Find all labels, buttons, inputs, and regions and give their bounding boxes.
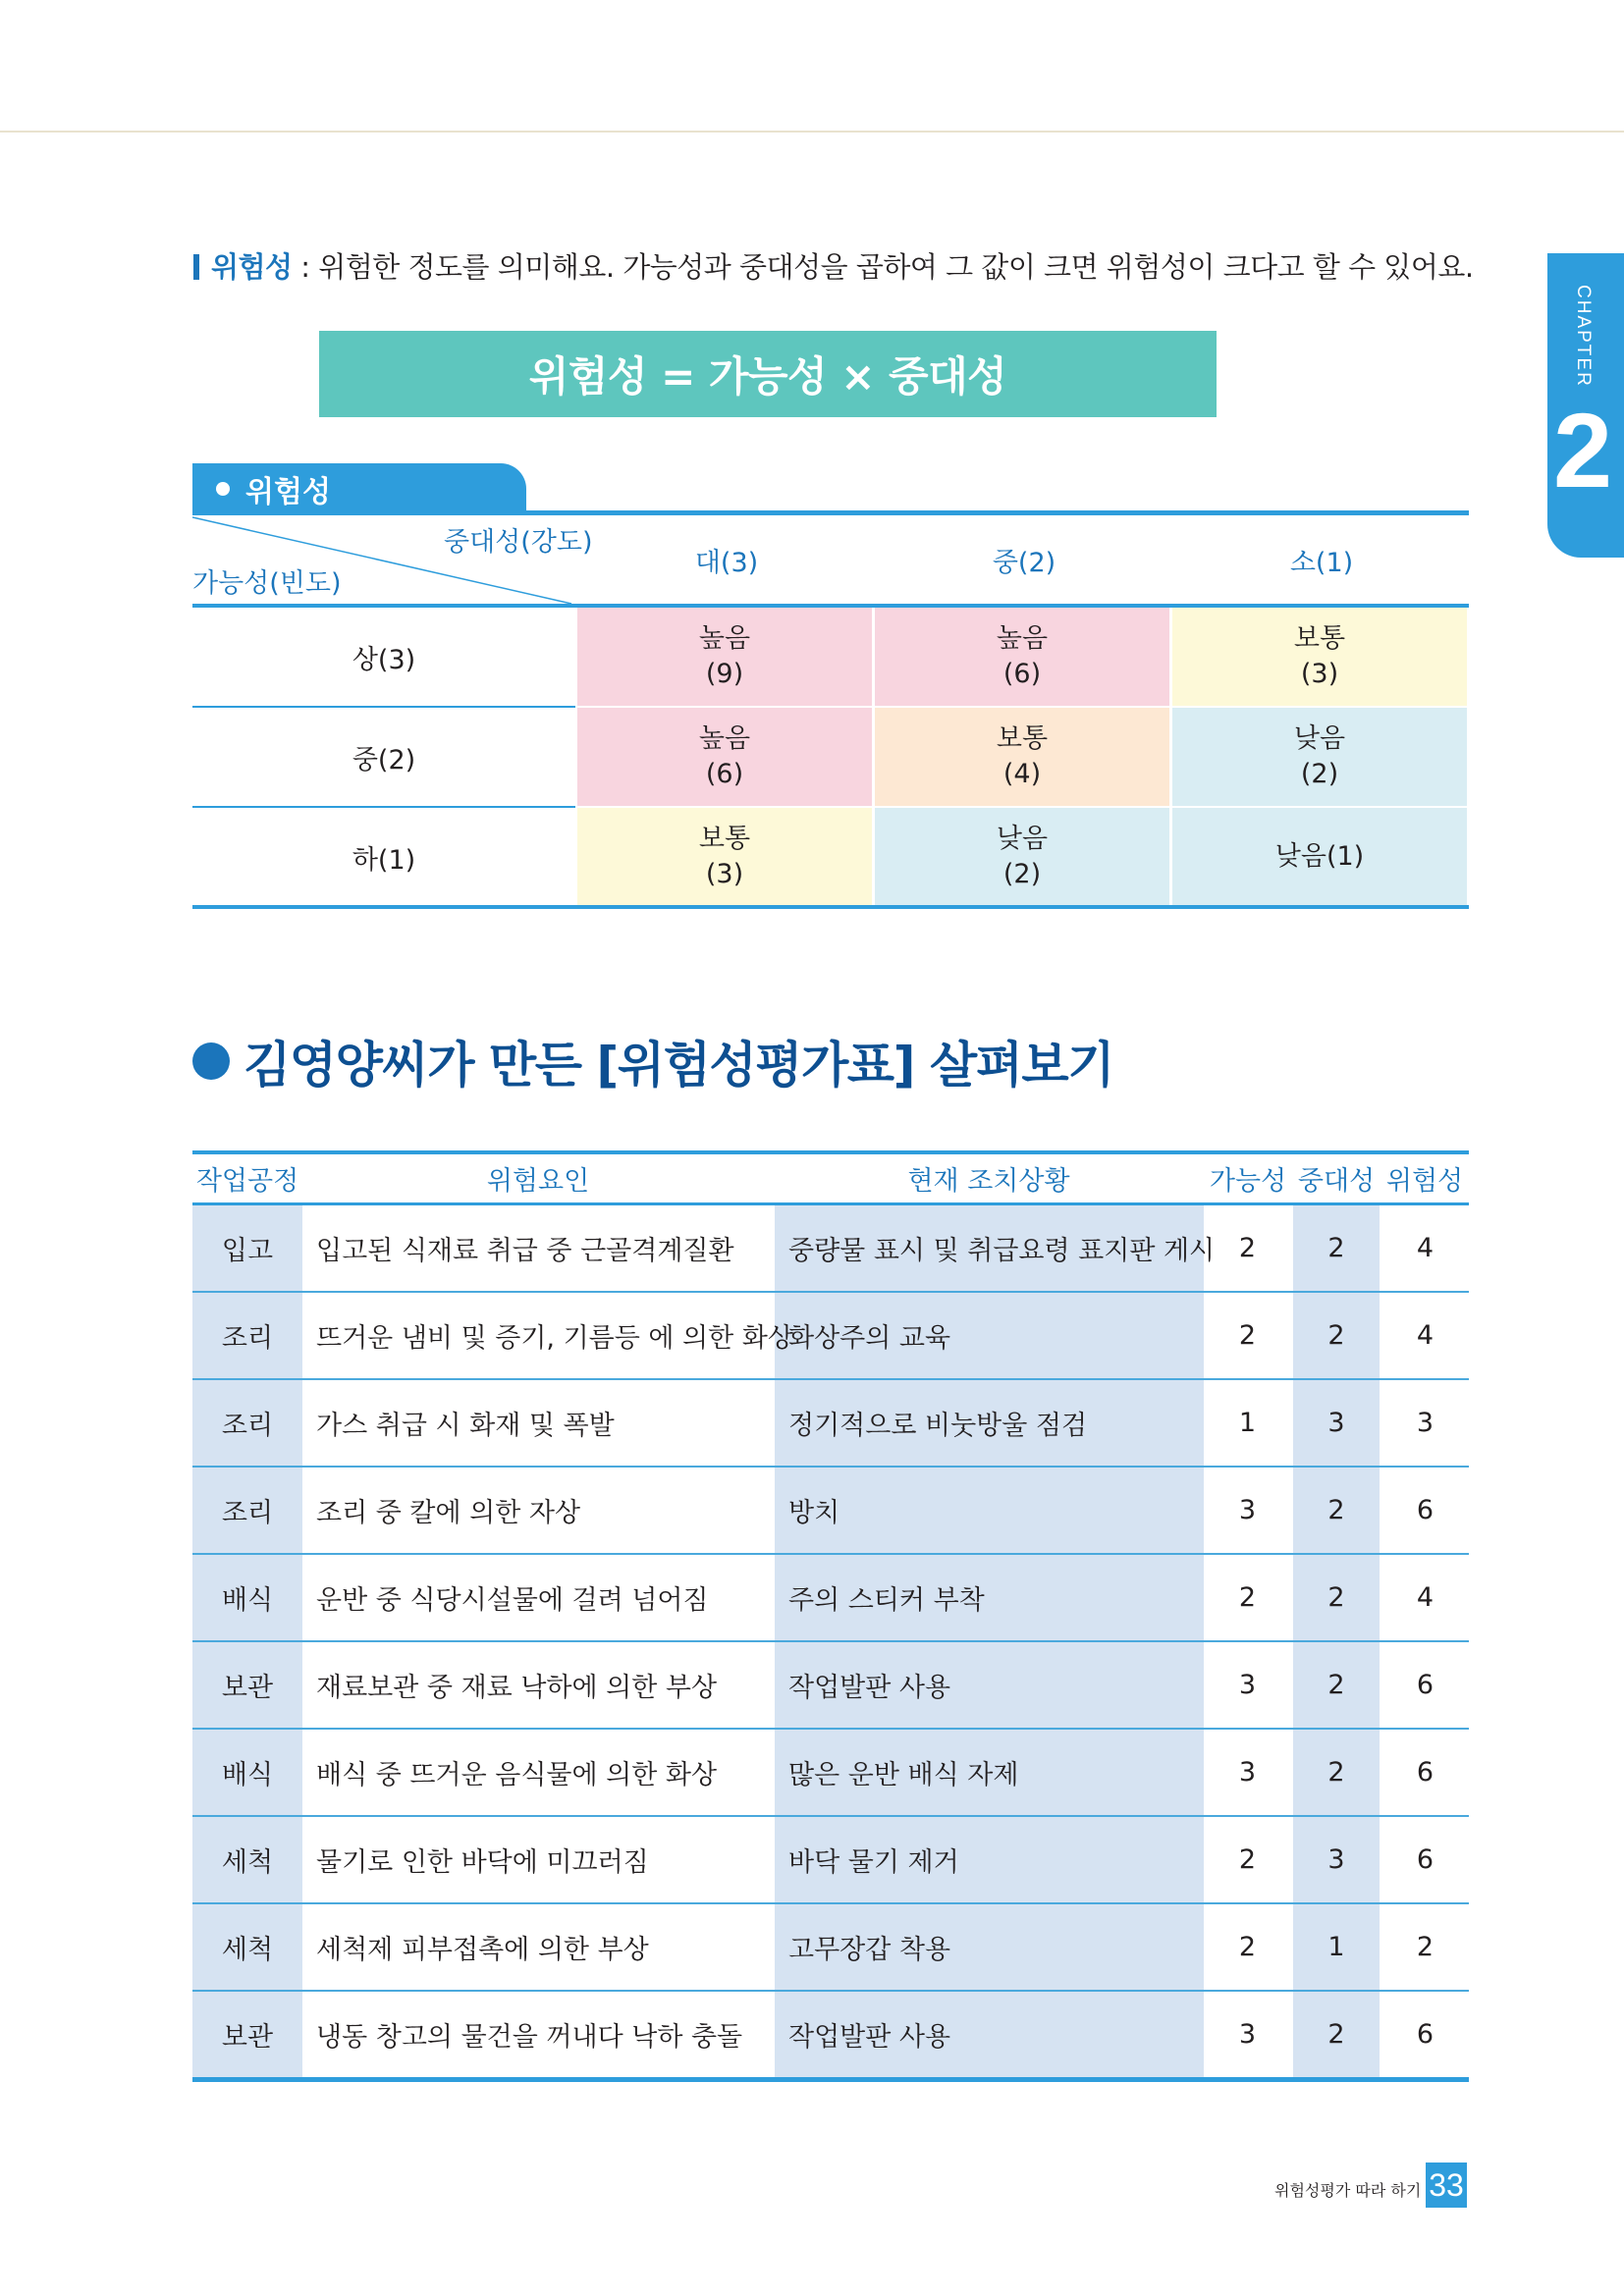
measure-cell: 화상주의 교육 [774,1292,1204,1379]
process-cell: 배식 [192,1729,302,1816]
severity-cell: 2 [1292,1991,1380,2080]
process-cell: 보관 [192,1991,302,2080]
measure-cell: 방치 [774,1467,1204,1554]
risk-level: 보통 [1293,622,1346,654]
likelihood-cell: 3 [1204,1641,1292,1729]
likelihood-cell: 2 [1204,1816,1292,1903]
risk-cell: 6 [1380,1729,1469,1816]
risk-cell: 4 [1380,1292,1469,1379]
process-cell: 조리 [192,1379,302,1467]
risk-level: 보통 [996,722,1049,754]
risk-definition-text: : 위험한 정도를 의미해요. 가능성과 중대성을 곱하여 그 값이 크면 위험성이 크다고 할 수 있어요. [292,250,1474,284]
matrix-col-header: 대(3) [694,547,759,578]
process-cell: 세척 [192,1903,302,1991]
table-row [192,1729,1469,1816]
likelihood-cell: 3 [1204,1991,1292,2080]
table-row [192,1292,1469,1379]
risk-cell: 6 [1380,1467,1469,1554]
section-title: 김영양씨가 만든 [위험성평가표] 살펴보기 [244,1037,1114,1094]
risk-cell: 3 [1380,1379,1469,1467]
measure-cell: 바닥 물기 제거 [774,1816,1204,1903]
hazard-cell: 배식 중 뜨거운 음식물에 의한 화상 [302,1729,774,1816]
measure-cell: 고무장갑 착용 [774,1903,1204,1991]
process-cell: 세척 [192,1816,302,1903]
severity-cell: 2 [1292,1467,1380,1554]
risk-score: (3) [705,859,744,889]
risk-definition [193,245,1474,286]
table-row [192,1991,1469,2080]
risk-score: (3) [1300,659,1339,689]
matrix-cell [577,808,872,906]
col-header-measure: 현재 조치상황 [774,1153,1204,1204]
severity-cell: 2 [1292,1729,1380,1816]
risk-cell: 4 [1380,1554,1469,1641]
process-cell: 입고 [192,1204,302,1293]
likelihood-cell: 1 [1204,1379,1292,1467]
bullet-dot-icon [216,482,230,496]
risk-cell: 6 [1380,1991,1469,2080]
table-row [192,1816,1469,1903]
matrix-cell [875,708,1169,806]
hazard-cell: 재료보관 중 재료 낙하에 의한 부상 [302,1641,774,1729]
table-row [192,1641,1469,1729]
hazard-cell: 세척제 피부접촉에 의한 부상 [302,1903,774,1991]
matrix-cell [577,608,872,706]
risk-level: 낮음 [1293,722,1346,754]
risk-score: (2) [1300,759,1339,789]
severity-cell: 2 [1292,1554,1380,1641]
col-header-risk: 위험성 [1380,1153,1469,1204]
process-cell: 배식 [192,1554,302,1641]
table-row [192,1204,1469,1293]
risk-level: 높음 [698,622,751,654]
matrix-row-label: 중(2) [352,744,416,775]
col-header-severity: 중대성 [1292,1153,1380,1204]
matrix-cell [577,708,872,806]
hazard-cell: 냉동 창고의 물건을 꺼내다 낙하 충돌 [302,1991,774,2080]
measure-cell: 작업발판 사용 [774,1991,1204,2080]
risk-score: (4) [1002,759,1042,789]
risk-score: (2) [1002,859,1042,889]
bullet-dot-icon [192,1042,230,1080]
risk-score: (9) [705,659,744,689]
chapter-number: 2 [1552,391,1613,509]
hazard-cell: 조리 중 칼에 의한 자상 [302,1467,774,1554]
matrix-col-header: 소(1) [1289,547,1354,578]
measure-cell: 주의 스티커 부착 [774,1554,1204,1641]
measure-cell: 많은 운반 배식 자제 [774,1729,1204,1816]
matrix-cell [1172,608,1467,706]
hazard-cell: 물기로 인한 바닥에 미끄러짐 [302,1816,774,1903]
col-header-process: 작업공정 [192,1153,302,1204]
risk-formula: 위험성 = 가능성 × 중대성 [319,331,1217,417]
likelihood-cell: 2 [1204,1204,1292,1293]
table-row [192,1379,1469,1467]
chapter-label: CHAPTER [1573,285,1594,388]
risk-level: 낮음 [996,823,1049,854]
process-cell: 조리 [192,1467,302,1554]
risk-score: (6) [705,759,744,789]
table-row [192,1467,1469,1554]
likelihood-cell: 2 [1204,1554,1292,1641]
matrix-tab [192,463,526,514]
risk-assessment-table [192,1153,1469,2082]
severity-cell: 2 [1292,1204,1380,1293]
likelihood-cell: 2 [1204,1292,1292,1379]
likelihood-cell: 3 [1204,1729,1292,1816]
section-heading [192,1026,1113,1096]
risk-level: 높음 [996,622,1049,654]
page-number: 33 [1426,2163,1467,2208]
matrix-cell [1172,708,1467,806]
severity-axis-label: 중대성(강도) [444,527,593,558]
matrix-col-header: 중(2) [992,547,1056,578]
risk-cell: 4 [1380,1204,1469,1293]
severity-cell: 3 [1292,1379,1380,1467]
risk-cell: 6 [1380,1816,1469,1903]
severity-cell: 2 [1292,1292,1380,1379]
hazard-cell: 운반 중 식당시설물에 걸려 넘어짐 [302,1554,774,1641]
process-cell: 보관 [192,1641,302,1729]
measure-cell: 중량물 표시 및 취급요령 표지판 게시 [774,1204,1204,1293]
risk-cell: 2 [1380,1903,1469,1991]
likelihood-axis-label: 가능성(빈도) [192,568,342,599]
hazard-cell: 입고된 식재료 취급 중 근골격계질환 [302,1204,774,1293]
matrix-title: 위험성 [245,475,331,509]
hazard-cell: 가스 취급 시 화재 및 폭발 [302,1379,774,1467]
matrix-cell [875,808,1169,906]
risk-level: 높음 [698,722,751,754]
col-header-hazard: 위험요인 [302,1153,774,1204]
severity-cell: 3 [1292,1816,1380,1903]
matrix-cell [1172,808,1467,906]
footer-section-label: 위험성평가 따라 하기 [1274,2181,1422,2200]
table-row [192,1554,1469,1641]
hazard-cell: 뜨거운 냄비 및 증기, 기름등 에 의한 화상 [302,1292,774,1379]
header-rule [0,131,1624,133]
matrix-bottom-rule [192,905,1469,909]
measure-cell: 작업발판 사용 [774,1641,1204,1729]
risk-cell: 6 [1380,1641,1469,1729]
matrix-cell [875,608,1169,706]
severity-cell: 2 [1292,1641,1380,1729]
matrix-row-label: 상(3) [352,644,416,675]
severity-cell: 1 [1292,1903,1380,1991]
table-header-row [192,1153,1469,1204]
risk-term: 위험성 [211,250,293,284]
col-header-likelihood: 가능성 [1204,1153,1292,1204]
likelihood-cell: 2 [1204,1903,1292,1991]
risk-level: 보통 [698,823,751,854]
risk-level: 낮음(1) [1274,840,1365,872]
table-row [192,1903,1469,1991]
risk-score: (6) [1002,659,1042,689]
likelihood-cell: 3 [1204,1467,1292,1554]
process-cell: 조리 [192,1292,302,1379]
bullet-bar [193,254,199,280]
measure-cell: 정기적으로 비눗방울 점검 [774,1379,1204,1467]
matrix-row-label: 하(1) [352,844,416,876]
